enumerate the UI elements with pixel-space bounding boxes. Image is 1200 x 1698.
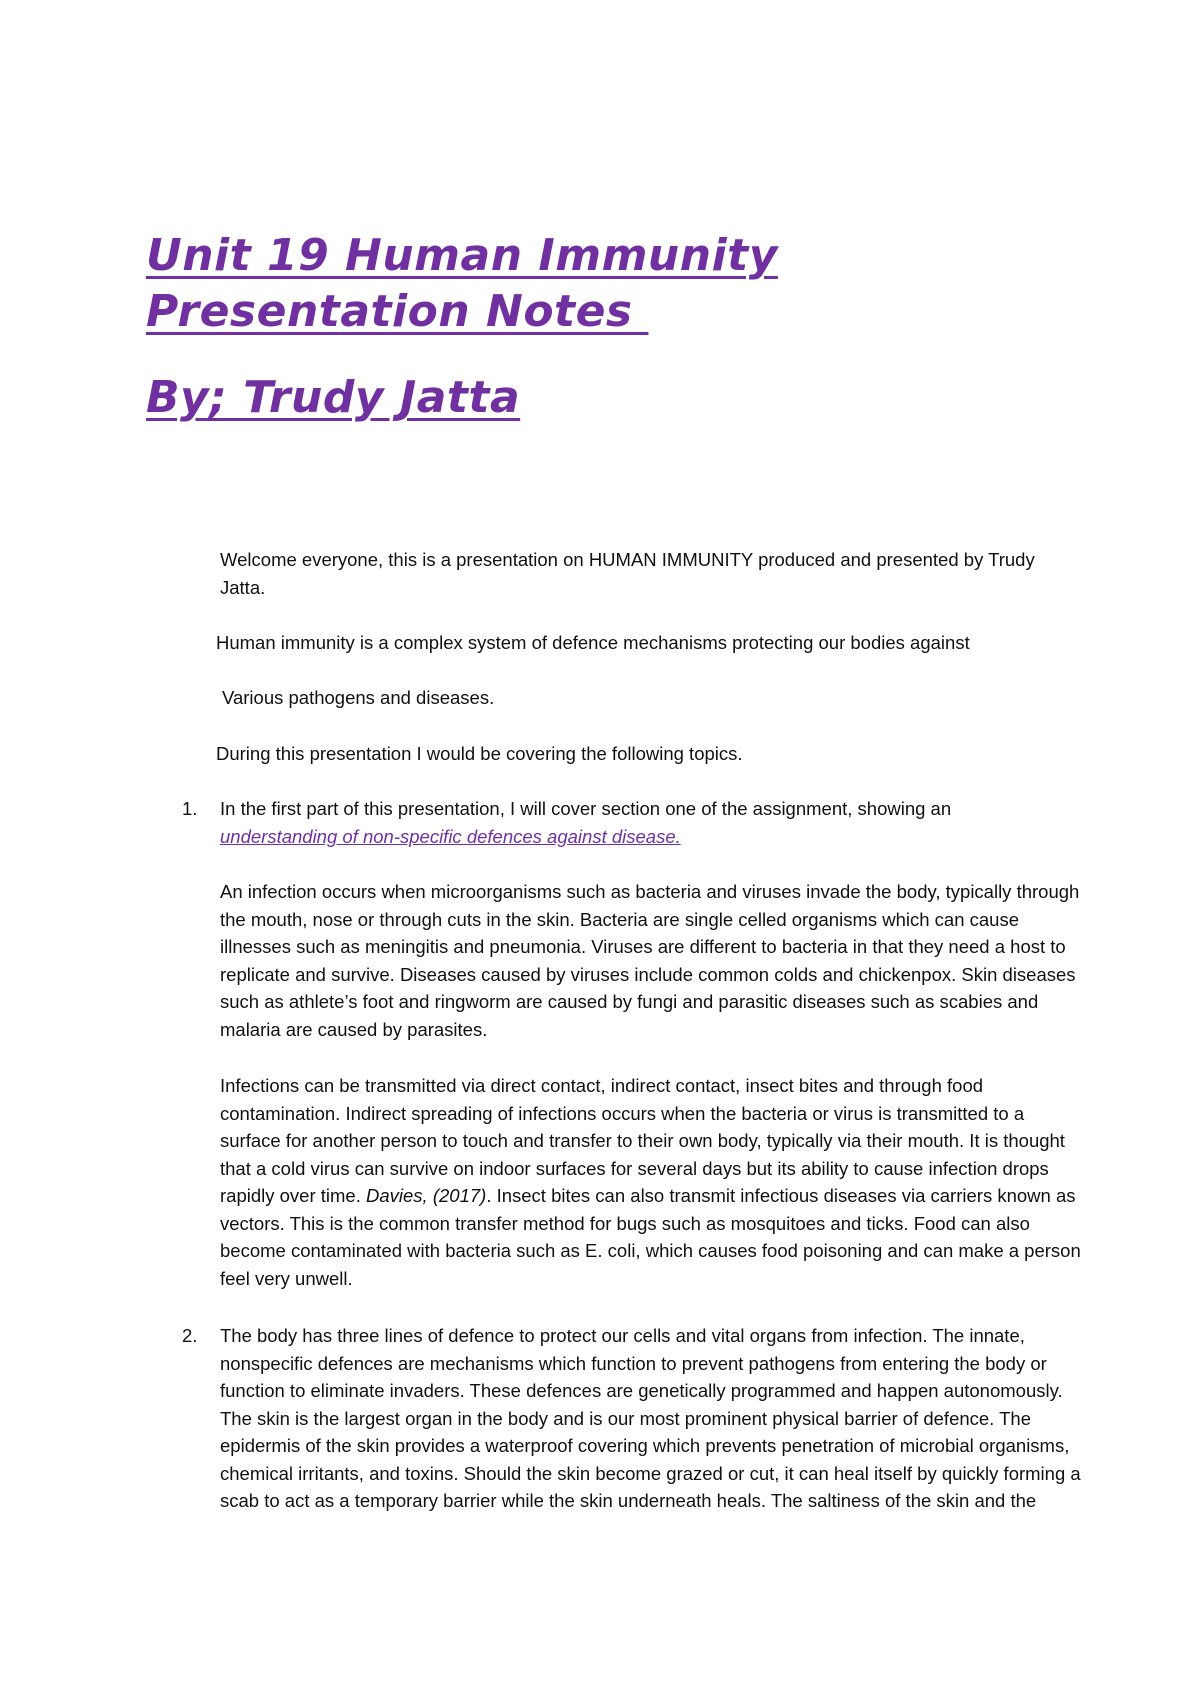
- document-title: [146, 228, 1046, 340]
- list-item-1: [220, 795, 1080, 850]
- transmission-paragraph: [220, 1072, 1082, 1292]
- topics-intro: During this presentation I would be covering the following topics.: [216, 743, 743, 764]
- title-line-1: Unit 19 Human Immunity: [146, 230, 778, 281]
- title-line-2: Presentation Notes: [146, 286, 649, 337]
- list-item-2: The body has three lines of defence to protect our cells and vital organs from infection. The innate, nonspecific defences are mechanisms which function to prevent pathogens from entering the body or function to eliminate invaders. These defences are genetically programmed and happen autonomously. The skin is the largest organ in the body and is our most prominent physical barrier of defence. The epidermis of the skin provides a waterproof covering which prevents penetration of microbial organisms, chemical irritants, and toxins. Should the skin become grazed or cut, it can heal itself by quickly forming a scab to act as a temporary barrier while the skin underneath heals. The saltiness of the skin and the: [220, 1325, 1081, 1511]
- transmission-text-a: Infections can be transmitted via direct contact, indirect contact, insect bites and through food contamination. Indirect spreading of infections occurs when the bacteria or virus is transmitted to a surface for another person to touch and transfer to their own body, typically via their mouth. It is thought that a cold virus can survive on indoor surfaces for several days but its ability to cause infection drops rapidly over time.: [220, 1075, 1065, 1206]
- non-specific-defences-link[interactable]: understanding of non-specific defences against disease.: [220, 825, 681, 847]
- list-number-2: 2.: [182, 1325, 198, 1346]
- intro-paragraph: Welcome everyone, this is a presentation on HUMAN IMMUNITY produced and presented by Trudy Jatta.: [220, 549, 1035, 598]
- list-number-1: 1.: [182, 798, 198, 819]
- citation: Davies, (2017): [366, 1185, 487, 1206]
- list-item-1-text: In the first part of this presentation, I will cover section one of the assignment, showing an: [220, 798, 952, 819]
- immunity-line-1: Human immunity is a complex system of defence mechanisms protecting our bodies against: [216, 632, 970, 653]
- infection-paragraph: An infection occurs when microorganisms such as bacteria and viruses invade the body, typically through the mouth, nose or through cuts in the skin. Bacteria are single celled organisms which can cause illnesses such as meningitis and pneumonia. Viruses are different to bacteria in that they need a host to replicate and survive. Diseases caused by viruses include common colds and chickenpox. Skin diseases such as athlete’s foot and ringworm are caused by fungi and parasitic diseases such as scabies and malaria are caused by parasites.: [220, 881, 1080, 1040]
- author-byline: By; Trudy Jatta: [146, 372, 521, 423]
- immunity-line-2: Various pathogens and diseases.: [222, 687, 495, 708]
- transmission-text-b: . Insect bites can also transmit infectious diseases via carriers known as vectors. This is the common transfer method for bugs such as mosquitoes and ticks. Food can also become contaminated with bacteria such as E. coli, which causes food poisoning and can make a person feel very unwell.: [220, 1185, 1081, 1289]
